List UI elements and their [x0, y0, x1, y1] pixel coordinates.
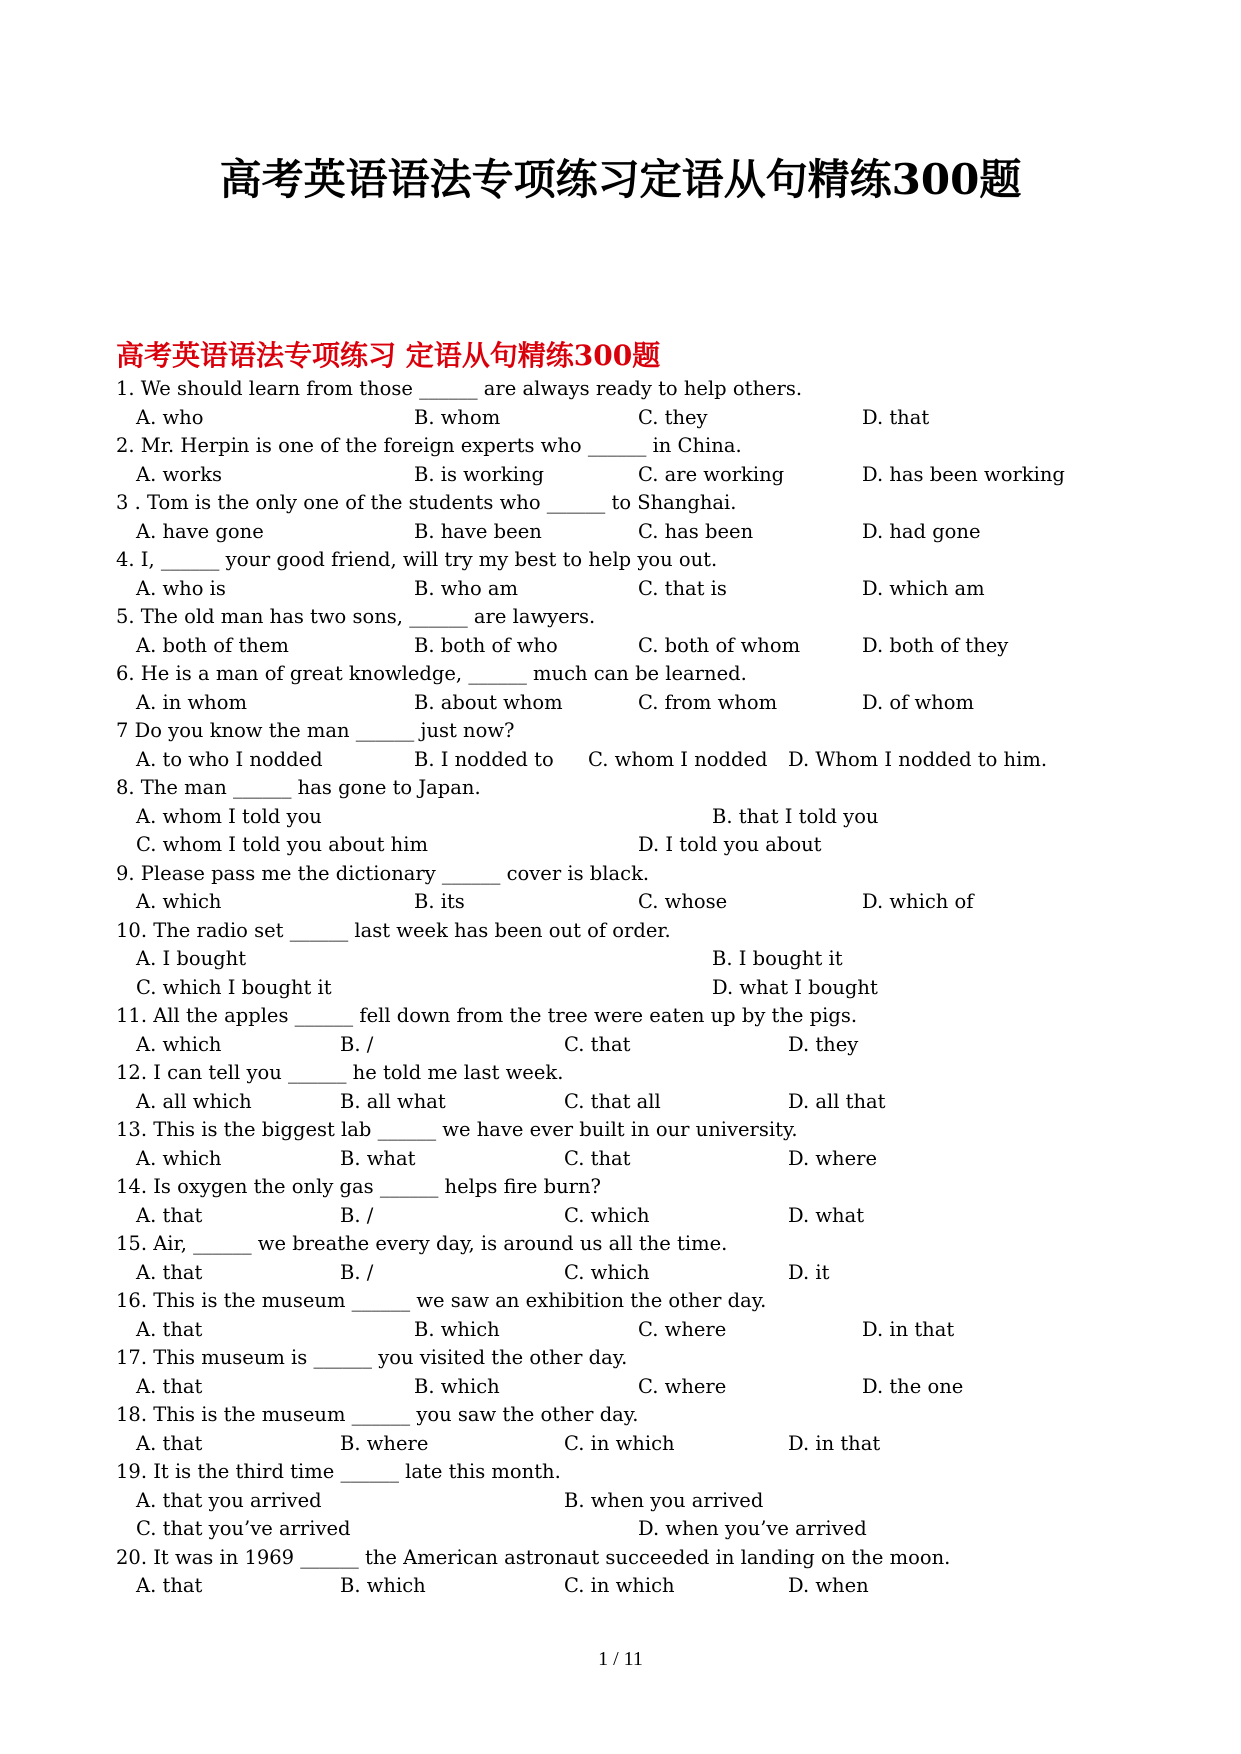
question-stem: 17. This museum is ______ you visited the other day.	[116, 1346, 628, 1369]
option-row	[116, 689, 1126, 718]
option-b: B. both of who	[414, 633, 558, 657]
option-d: D. that	[862, 405, 930, 429]
question-stem: 8. The man ______ has gone to Japan.	[116, 776, 481, 799]
option-b: B. is working	[414, 462, 545, 486]
option-a: A. which	[136, 1032, 222, 1056]
option-a: A. which	[136, 1146, 222, 1170]
option-d: D. has been working	[862, 462, 1065, 486]
option-c: C. that	[564, 1032, 631, 1056]
option-d: D. which am	[862, 576, 985, 600]
question-stem: 10. The radio set ______ last week has been out of order.	[116, 918, 671, 942]
option-b: B. I nodded to	[414, 747, 554, 771]
option-c: C. which I bought it	[136, 975, 332, 999]
option-d: D. they	[788, 1032, 859, 1056]
option-row	[116, 888, 1126, 917]
option-row	[116, 1487, 1126, 1516]
option-a: A. who is	[136, 576, 226, 600]
option-b: B. where	[340, 1431, 429, 1455]
option-c: C. from whom	[638, 690, 778, 714]
option-d: D. it	[788, 1260, 830, 1284]
option-a: A. to who I nodded	[136, 747, 323, 771]
option-row	[116, 1430, 1126, 1459]
question-stem: 13. This is the biggest lab ______ we have ever built in our university.	[116, 1118, 798, 1141]
question-stem: 12. I can tell you ______ he told me last week.	[116, 1061, 564, 1084]
option-c: C. where	[638, 1317, 727, 1341]
option-a: A. that	[136, 1260, 203, 1284]
option-d: D. where	[788, 1146, 877, 1170]
option-c: C. whom I nodded	[588, 747, 768, 771]
option-a: A. that	[136, 1203, 203, 1227]
option-d: D. had gone	[862, 519, 981, 543]
option-row	[116, 1031, 1126, 1060]
option-row	[116, 945, 1126, 974]
option-d: D. what I bought	[712, 975, 878, 999]
option-d: D. what	[788, 1203, 865, 1227]
option-row	[116, 746, 1126, 775]
option-b: B. its	[414, 890, 465, 913]
option-row	[116, 518, 1126, 547]
option-c: C. that all	[564, 1089, 661, 1113]
option-a: A. whom I told you	[136, 804, 322, 828]
option-c: C. both of whom	[638, 633, 801, 657]
question-stem: 2. Mr. Herpin is one of the foreign experts who ______ in China.	[116, 434, 742, 457]
option-a: A. that	[136, 1317, 203, 1341]
question-stem: 9. Please pass me the dictionary ______ cover is black.	[116, 861, 650, 885]
option-b: B. what	[340, 1146, 416, 1170]
option-a: A. works	[136, 462, 223, 486]
option-d: D. I told you about	[638, 833, 822, 856]
option-c: C. in which	[564, 1431, 675, 1455]
option-b: B. /	[340, 1203, 374, 1227]
option-c: C. whose	[638, 890, 728, 913]
option-a: A. both of them	[136, 633, 289, 657]
option-row	[116, 1202, 1126, 1231]
option-b: B. all what	[340, 1089, 446, 1113]
option-a: A. that	[136, 1374, 203, 1398]
question-stem: 1. We should learn from those ______ are always ready to help others.	[116, 377, 803, 400]
option-b: B. I bought it	[712, 947, 843, 970]
option-a: A. that	[136, 1574, 203, 1597]
option-d: D. in that	[862, 1317, 955, 1341]
option-row	[116, 1515, 1126, 1544]
option-row	[116, 461, 1126, 490]
page-title: 高考英语语法专项练习定语从句精练300题	[219, 155, 1022, 204]
option-c: C. whom I told you about him	[136, 833, 428, 856]
option-d: D. which of	[862, 890, 974, 913]
option-d: D. of whom	[862, 690, 974, 714]
question-stem: 3 . Tom is the only one of the students who ______ to Shanghai.	[116, 491, 737, 514]
option-d: D. the one	[862, 1374, 964, 1398]
option-a: A. all which	[136, 1089, 252, 1113]
option-c: C. in which	[564, 1574, 675, 1597]
section-heading: 高考英语语法专项练习 定语从句精练300题	[116, 339, 661, 372]
question-stem: 19. It is the third time ______ late this month.	[116, 1460, 561, 1483]
question-stem: 18. This is the museum ______ you saw the other day.	[116, 1403, 639, 1426]
option-a: A. have gone	[136, 519, 264, 543]
option-a: A. in whom	[136, 690, 247, 714]
option-row	[116, 1259, 1126, 1288]
option-c: C. has been	[638, 519, 754, 543]
question-stem: 20. It was in 1969 ______ the American astronaut succeeded in landing on the moon.	[116, 1545, 951, 1569]
option-b: B. have been	[414, 519, 542, 543]
option-c: C. they	[638, 405, 708, 429]
option-a: A. who	[136, 405, 204, 429]
option-b: B. who am	[414, 576, 519, 600]
option-row	[116, 1373, 1126, 1402]
option-c: C. are working	[638, 462, 785, 486]
option-b: B. which	[340, 1574, 426, 1597]
option-c: C. that you’ve arrived	[136, 1517, 351, 1540]
option-row	[116, 974, 1126, 1003]
option-d: D. Whom I nodded to him.	[788, 747, 1048, 771]
question-stem: 6. He is a man of great knowledge, ______ much can be learned.	[116, 662, 747, 685]
option-c: C. that is	[638, 576, 727, 600]
option-c: C. which	[564, 1203, 650, 1227]
option-d: D. all that	[788, 1089, 886, 1113]
option-b: B. that I told you	[712, 804, 879, 828]
question-stem: 4. I, ______ your good friend, will try my best to help you out.	[116, 548, 718, 571]
option-b: B. /	[340, 1032, 374, 1056]
option-a: A. I bought	[136, 947, 247, 970]
question-stem: 16. This is the museum ______ we saw an exhibition the other day.	[116, 1289, 767, 1312]
question-stem: 14. Is oxygen the only gas ______ helps fire burn?	[116, 1175, 602, 1198]
option-row	[116, 575, 1126, 604]
option-row	[116, 1145, 1126, 1174]
option-row	[116, 803, 1126, 832]
option-c: C. that	[564, 1146, 631, 1170]
option-a: A. that you arrived	[136, 1488, 322, 1512]
option-a: A. that	[136, 1431, 203, 1455]
option-d: D. when	[788, 1574, 869, 1597]
option-a: A. which	[136, 890, 222, 913]
option-b: B. whom	[414, 405, 501, 429]
option-b: B. when you arrived	[564, 1488, 764, 1512]
option-b: B. /	[340, 1260, 374, 1284]
option-b: B. which	[414, 1374, 500, 1398]
question-list	[116, 375, 1126, 1601]
question-stem: 11. All the apples ______ fell down from the tree were eaten up by the pigs.	[116, 1004, 858, 1027]
option-row	[116, 404, 1126, 433]
question-stem: 5. The old man has two sons, ______ are lawyers.	[116, 605, 596, 628]
option-d: D. when you’ve arrived	[638, 1517, 867, 1540]
question-stem: 15. Air, ______ we breathe every day, is around us all the time.	[116, 1232, 728, 1255]
option-c: C. where	[638, 1374, 727, 1398]
option-row	[116, 632, 1126, 661]
option-row	[116, 1316, 1126, 1345]
option-row	[116, 831, 1126, 860]
option-d: D. both of they	[862, 633, 1009, 657]
page-number: 1 / 11	[598, 1648, 643, 1670]
option-row	[116, 1088, 1126, 1117]
option-c: C. which	[564, 1260, 650, 1284]
question-stem: 7 Do you know the man ______ just now?	[116, 719, 515, 742]
option-row	[116, 1572, 1126, 1601]
option-b: B. about whom	[414, 690, 563, 714]
option-d: D. in that	[788, 1431, 881, 1455]
option-b: B. which	[414, 1317, 500, 1341]
